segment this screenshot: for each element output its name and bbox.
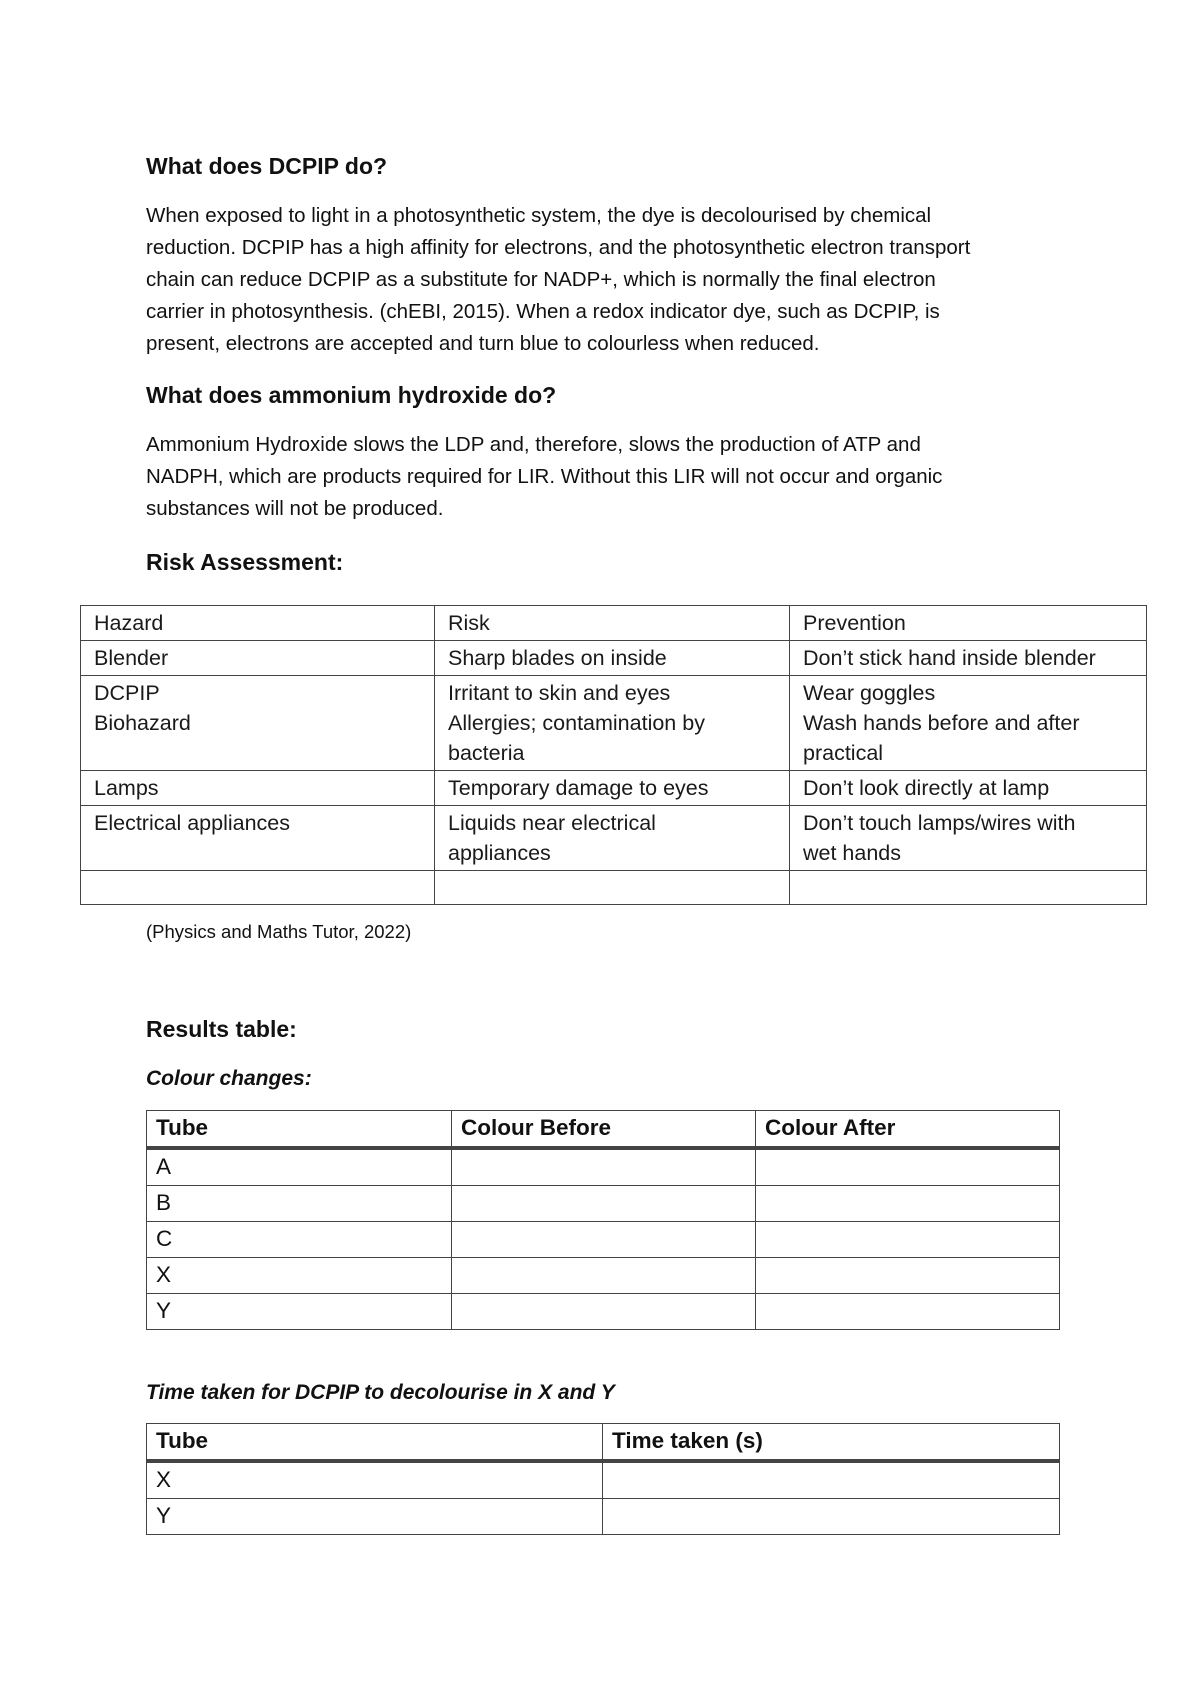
colour-after-cell[interactable]: [756, 1222, 1060, 1258]
colour-after-cell[interactable]: [756, 1258, 1060, 1294]
risk-cell: [435, 871, 790, 905]
table-row: [147, 1294, 1060, 1330]
cell-line: Blender: [94, 646, 169, 670]
paragraph-line: Ammonium Hydroxide slows the LDP and, therefore, slows the production of ATP and: [146, 433, 921, 456]
tube-cell: Y: [147, 1294, 452, 1330]
prevention-cell: [790, 806, 1147, 871]
header-cell-prevention: Prevention: [790, 606, 1147, 641]
cell-line: Electrical appliances: [94, 811, 290, 835]
colour-before-cell[interactable]: [452, 1294, 756, 1330]
paragraph-line: reduction. DCPIP has a high affinity for electrons, and the photosynthetic electron transport: [146, 236, 971, 259]
risk-citation: (Physics and Maths Tutor, 2022): [146, 921, 412, 942]
ammonium-paragraph: [146, 429, 942, 525]
cell-line: DCPIP: [94, 681, 160, 705]
ammonium-heading: What does ammonium hydroxide do?: [146, 382, 557, 408]
colour-before-cell[interactable]: [452, 1186, 756, 1222]
cell-line: Sharp blades on inside: [448, 646, 667, 670]
tube-cell: X: [147, 1258, 452, 1294]
hazard-cell: [81, 771, 435, 806]
header-cell-risk: Risk: [435, 606, 790, 641]
table-row: [147, 1258, 1060, 1294]
time-taken-subheading: Time taken for DCPIP to decolourise in X and Y: [146, 1381, 615, 1404]
dcpip-paragraph: [146, 200, 970, 360]
table-row: [81, 641, 1147, 676]
prevention-cell: [790, 641, 1147, 676]
risk-cell: [435, 676, 790, 771]
cell-line: Don’t look directly at lamp: [803, 776, 1050, 800]
tube-cell: A: [147, 1148, 452, 1186]
table-row: [147, 1186, 1060, 1222]
colour-before-cell[interactable]: [452, 1258, 756, 1294]
tube-cell: X: [147, 1461, 603, 1499]
cell-line: practical: [803, 741, 884, 765]
risk-heading: Risk Assessment:: [146, 549, 344, 575]
paragraph-line: present, electrons are accepted and turn blue to colourless when reduced.: [146, 332, 820, 355]
table-header-row: [147, 1111, 1060, 1149]
colour-after-cell[interactable]: [756, 1186, 1060, 1222]
cell-line: Liquids near electrical: [448, 811, 656, 835]
table-row: [147, 1148, 1060, 1186]
cell-line: Don’t touch lamps/wires with: [803, 811, 1076, 835]
hazard-cell: [81, 871, 435, 905]
table-header-row: [81, 606, 1147, 641]
time-taken-cell[interactable]: [603, 1461, 1060, 1499]
hazard-cell: [81, 806, 435, 871]
prevention-cell: [790, 871, 1147, 905]
cell-line: appliances: [448, 841, 551, 865]
header-cell-hazard: Hazard: [81, 606, 435, 641]
table-row-empty: [81, 871, 1147, 905]
table-header-row: [147, 1424, 1060, 1462]
colour-before-cell[interactable]: [452, 1148, 756, 1186]
header-cell-time-taken: Time taken (s): [603, 1424, 1060, 1462]
time-taken-cell[interactable]: [603, 1499, 1060, 1535]
tube-cell: C: [147, 1222, 452, 1258]
table-row: [147, 1222, 1060, 1258]
header-cell-colour-before: Colour Before: [452, 1111, 756, 1149]
table-row: [81, 676, 1147, 771]
risk-cell: [435, 641, 790, 676]
cell-line: Wash hands before and after: [803, 711, 1080, 735]
colour-changes-table: [146, 1110, 1060, 1330]
paragraph-line: chain can reduce DCPIP as a substitute for NADP+, which is normally the final electron: [146, 268, 936, 291]
time-taken-table: [146, 1423, 1060, 1535]
cell-line: Irritant to skin and eyes: [448, 681, 671, 705]
cell-line: Allergies; contamination by: [448, 711, 705, 735]
table-row: [81, 771, 1147, 806]
table-row: [147, 1499, 1060, 1535]
risk-cell: [435, 771, 790, 806]
cell-line: Biohazard: [94, 711, 191, 735]
paragraph-line: NADPH, which are products required for LIR. Without this LIR will not occur and organic: [146, 465, 943, 488]
hazard-cell: [81, 641, 435, 676]
dcpip-heading: What does DCPIP do?: [146, 153, 388, 179]
tube-cell: B: [147, 1186, 452, 1222]
cell-line: Don’t stick hand inside blender: [803, 646, 1096, 670]
header-cell-colour-after: Colour After: [756, 1111, 1060, 1149]
prevention-cell: [790, 676, 1147, 771]
paragraph-line: When exposed to light in a photosynthetic system, the dye is decolourised by chemical: [146, 204, 932, 227]
colour-after-cell[interactable]: [756, 1148, 1060, 1186]
risk-cell: [435, 806, 790, 871]
cell-line: Lamps: [94, 776, 159, 800]
cell-line: wet hands: [803, 841, 902, 865]
hazard-cell: [81, 676, 435, 771]
table-row: [81, 806, 1147, 871]
prevention-cell: [790, 771, 1147, 806]
colour-after-cell[interactable]: [756, 1294, 1060, 1330]
table-row: [147, 1461, 1060, 1499]
colour-changes-subheading: Colour changes:: [146, 1067, 312, 1090]
results-heading: Results table:: [146, 1016, 297, 1042]
header-cell-tube: Tube: [147, 1424, 603, 1462]
risk-assessment-table: [80, 605, 1147, 905]
cell-line: Wear goggles: [803, 681, 936, 705]
paragraph-line: substances will not be produced.: [146, 497, 444, 520]
cell-line: bacteria: [448, 741, 525, 765]
cell-line: Temporary damage to eyes: [448, 776, 709, 800]
colour-before-cell[interactable]: [452, 1222, 756, 1258]
header-cell-tube: Tube: [147, 1111, 452, 1149]
tube-cell: Y: [147, 1499, 603, 1535]
paragraph-line: carrier in photosynthesis. (chEBI, 2015). When a redox indicator dye, such as DCPIP, is: [146, 300, 940, 323]
